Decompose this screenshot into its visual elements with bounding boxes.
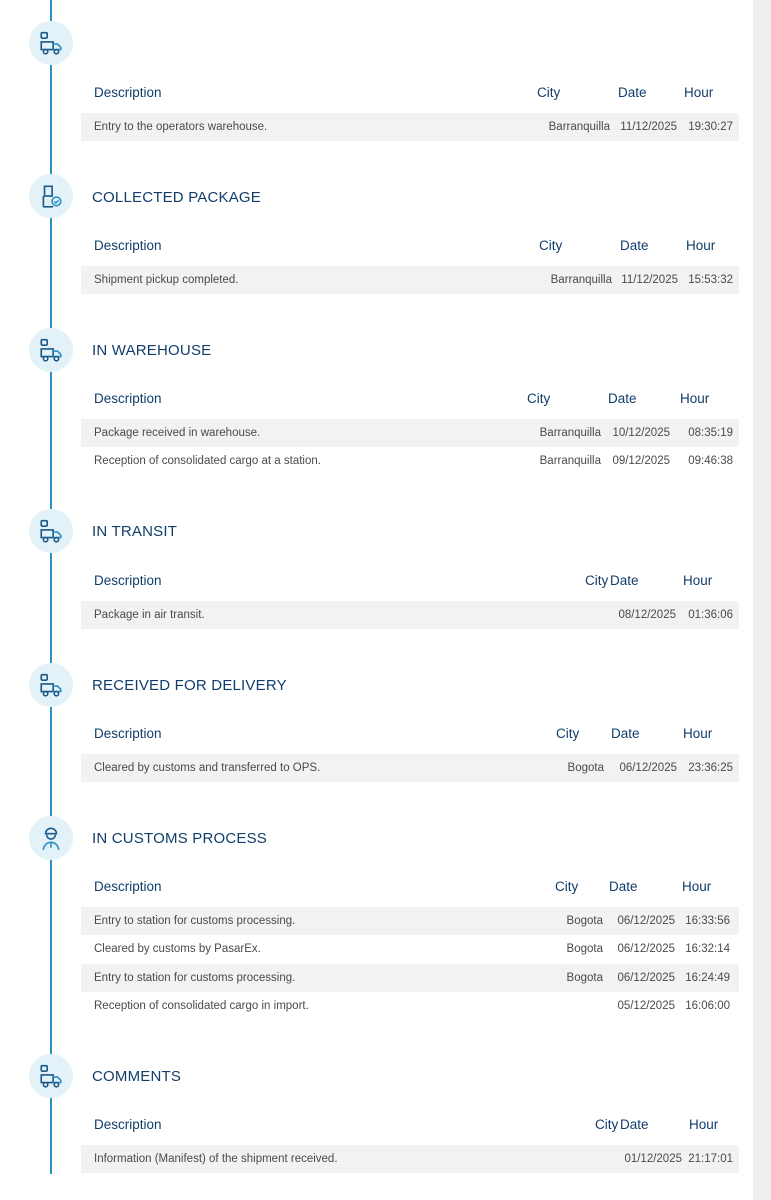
cell-city: Barranquilla <box>539 427 601 439</box>
stage-title: COLLECTED PACKAGE <box>92 189 262 206</box>
truck-icon <box>38 518 64 544</box>
table-row <box>81 754 739 782</box>
cell-description: Information (Manifest) of the shipment received. <box>94 1153 338 1165</box>
column-header-date: Date <box>610 573 639 588</box>
cell-description: Cleared by customs by PasarEx. <box>94 943 261 956</box>
stage-icon-circle <box>29 328 73 372</box>
table-row <box>81 419 739 447</box>
cell-city: Bogota <box>566 943 603 956</box>
cell-city: Barranquilla <box>539 455 601 468</box>
stage-title: IN TRANSIT <box>92 523 178 540</box>
cell-date: 08/12/2025 <box>618 609 676 621</box>
cell-hour: 16:24:49 <box>685 971 730 984</box>
table-row <box>81 113 739 141</box>
column-header-date: Date <box>620 238 649 253</box>
table-row <box>81 1145 739 1173</box>
table-row <box>81 601 739 629</box>
stage-icon-circle <box>29 509 73 553</box>
column-header-description: Description <box>94 726 162 741</box>
cell-hour: 09:46:38 <box>688 455 733 468</box>
column-header-city: City <box>537 85 561 100</box>
scrollbar[interactable] <box>753 0 771 1200</box>
cell-date: 06/12/2025 <box>617 971 675 984</box>
cell-description: Reception of consolidated cargo in import. <box>94 999 309 1012</box>
cell-description: Package received in warehouse. <box>94 427 261 439</box>
column-header-city: City <box>555 879 579 894</box>
cell-city: Bogota <box>567 762 604 774</box>
cell-hour: 01:36:06 <box>688 609 733 621</box>
package-pickup-icon <box>38 183 64 209</box>
column-header-date: Date <box>618 85 647 100</box>
cell-date: 09/12/2025 <box>612 455 670 468</box>
cell-hour: 16:33:56 <box>685 915 730 927</box>
column-header-city: City <box>556 726 580 741</box>
stage-icon-circle <box>29 21 73 65</box>
stage-title: RECEIVED FOR DELIVERY <box>92 677 287 694</box>
cell-date: 06/12/2025 <box>619 762 677 774</box>
stage-icon-circle <box>29 174 73 218</box>
cell-city: Barranquilla <box>550 274 612 286</box>
table-row <box>81 447 739 475</box>
cell-city: Bogota <box>566 915 603 927</box>
truck-icon <box>38 672 64 698</box>
cell-date: 05/12/2025 <box>617 999 675 1012</box>
column-header-date: Date <box>620 1117 649 1132</box>
cell-date: 11/12/2025 <box>621 274 678 286</box>
cell-date: 06/12/2025 <box>617 915 675 927</box>
table-row <box>81 266 739 294</box>
table-row <box>81 964 739 992</box>
stage-title: COMMENTS <box>92 1068 182 1085</box>
stage-title: IN CUSTOMS PROCESS <box>92 830 268 847</box>
column-header-hour: Hour <box>684 85 714 100</box>
cell-description: Reception of consolidated cargo at a station. <box>94 455 321 468</box>
column-header-date: Date <box>611 726 640 741</box>
column-header-description: Description <box>94 238 162 253</box>
cell-description: Cleared by customs and transferred to OPS. <box>94 762 321 774</box>
stage-title: IN WAREHOUSE <box>92 342 212 359</box>
column-header-hour: Hour <box>689 1117 719 1132</box>
table-row <box>81 907 739 935</box>
column-header-description: Description <box>94 1117 162 1132</box>
column-header-hour: Hour <box>682 879 712 894</box>
cell-hour: 19:30:27 <box>688 121 733 133</box>
cell-hour: 16:32:14 <box>685 943 730 956</box>
cell-date: 06/12/2025 <box>617 943 675 956</box>
truck-icon <box>38 1063 64 1089</box>
table-row <box>81 935 739 963</box>
column-header-description: Description <box>94 391 162 406</box>
column-header-date: Date <box>608 391 637 406</box>
table-row <box>81 992 739 1020</box>
cell-city: Barranquilla <box>548 121 610 133</box>
cell-date: 10/12/2025 <box>612 427 670 439</box>
column-header-description: Description <box>94 573 162 588</box>
cell-description: Shipment pickup completed. <box>94 274 239 286</box>
cell-hour: 23:36:25 <box>688 762 733 774</box>
column-header-description: Description <box>94 879 162 894</box>
cell-date: 11/12/2025 <box>620 121 677 133</box>
truck-icon <box>38 337 64 363</box>
column-header-city: City <box>595 1117 619 1132</box>
column-header-description: Description <box>94 85 162 100</box>
cell-hour: 15:53:32 <box>688 274 733 286</box>
cell-description: Package in air transit. <box>94 609 205 621</box>
stage-icon-circle <box>29 663 73 707</box>
stage-icon-circle <box>29 816 73 860</box>
column-header-date: Date <box>609 879 638 894</box>
customs-officer-icon <box>38 825 64 851</box>
cell-description: Entry to station for customs processing. <box>94 971 296 984</box>
cell-hour: 16:06:00 <box>685 999 730 1012</box>
column-header-city: City <box>539 238 563 253</box>
column-header-hour: Hour <box>683 726 713 741</box>
column-header-city: City <box>585 573 609 588</box>
cell-description: Entry to the operators warehouse. <box>94 121 268 133</box>
cell-hour: 08:35:19 <box>688 427 733 439</box>
column-header-hour: Hour <box>683 573 713 588</box>
truck-icon <box>38 30 64 56</box>
column-header-hour: Hour <box>686 238 716 253</box>
column-header-hour: Hour <box>680 391 710 406</box>
column-header-city: City <box>527 391 551 406</box>
cell-hour: 21:17:01 <box>688 1153 733 1165</box>
cell-date: 01/12/2025 <box>624 1153 682 1165</box>
stage-icon-circle <box>29 1054 73 1098</box>
cell-description: Entry to station for customs processing. <box>94 915 296 927</box>
cell-city: Bogota <box>566 971 603 984</box>
